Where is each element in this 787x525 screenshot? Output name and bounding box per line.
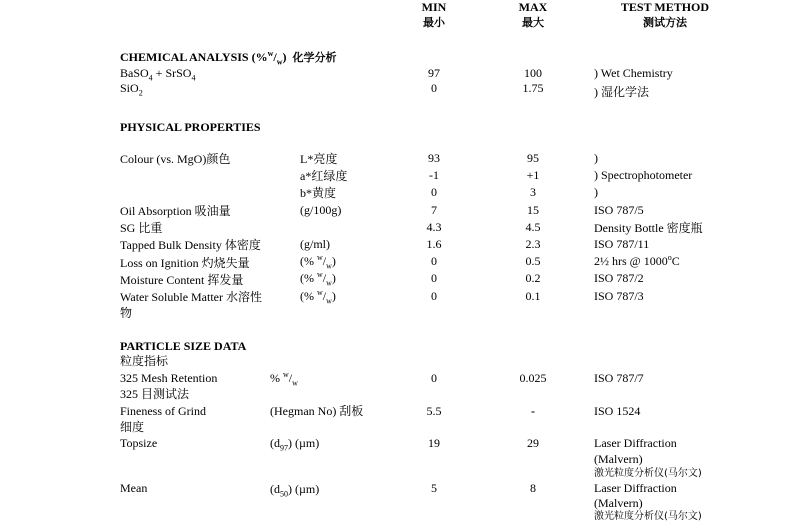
- baso4-test: ) Wet Chemistry: [594, 66, 673, 80]
- oil-absorption-min: 7: [431, 203, 437, 217]
- colour-l-min: 93: [428, 151, 440, 165]
- sio2-label: SiO$_2$: [120, 81, 143, 98]
- fineness-of-grind-unit: (Hegman No) 刮板: [270, 404, 364, 418]
- moisture-content-test: ISO 787/2: [594, 271, 644, 285]
- topsize-test-malvern: (Malvern): [594, 452, 643, 466]
- header-max-cn: 最大: [522, 16, 544, 29]
- loss-on-ignition-unit: (% $^w/_w$): [300, 253, 336, 271]
- tapped-bulk-density-test: ISO 787/11: [594, 237, 650, 251]
- header-test-method: TEST METHOD: [620, 0, 710, 14]
- topsize-max: 29: [527, 436, 539, 450]
- colour-b-min: 0: [431, 185, 437, 199]
- mean-min: 5: [431, 481, 437, 495]
- colour-b-max: 3: [530, 185, 536, 199]
- topsize-min: 19: [428, 436, 440, 450]
- oil-absorption-test: ISO 787/5: [594, 203, 644, 217]
- mean-test: Laser Diffraction: [594, 481, 677, 495]
- colour-l-test: ): [594, 151, 598, 165]
- physical-properties-title: PHYSICAL PROPERTIES: [120, 120, 261, 134]
- loss-on-ignition-label: Loss on Ignition 灼烧失量: [120, 256, 250, 270]
- sg-label: SG 比重: [120, 221, 163, 235]
- oil-absorption-max: 15: [527, 203, 539, 217]
- water-soluble-matter-min: 0: [431, 289, 437, 303]
- chemical-analysis-title: CHEMICAL ANALYSIS $(\%^w/_w)$ 化学分析: [120, 49, 337, 67]
- fineness-of-grind-test: ISO 1524: [594, 404, 641, 418]
- mean-unit: $(d_{50})$ (µm): [270, 482, 320, 499]
- header-max: MAX: [518, 0, 548, 14]
- colour-a-unit: a*红绿度: [300, 169, 348, 183]
- moisture-content-unit: (% $^w/_w$): [300, 270, 336, 288]
- baso4-min: 97: [428, 66, 440, 80]
- topsize-test-cn: 激光粒度分析仪(马尔文): [594, 468, 702, 479]
- sg-test: Density Bottle 密度瓶: [594, 221, 703, 235]
- fineness-of-grind-max: -: [531, 404, 535, 418]
- mean-test-cn: 激光粒度分析仪(马尔文): [594, 511, 702, 522]
- colour-label: Colour (vs. MgO)颜色: [120, 152, 231, 166]
- colour-a-max: +1: [526, 168, 540, 182]
- sg-max: 4.5: [525, 220, 541, 234]
- sio2-test: ) 湿化学法: [594, 85, 649, 99]
- fineness-of-grind-min: 5.5: [426, 404, 442, 418]
- mesh-retention-label: 325 Mesh Retention: [120, 371, 218, 385]
- oil-absorption-unit: (g/100g): [300, 203, 342, 217]
- sio2-min: 0: [431, 81, 437, 95]
- mesh-retention-label-cn: 325 目测试法: [120, 387, 190, 401]
- mesh-retention-test: ISO 787/7: [594, 371, 644, 385]
- moisture-content-max: 0.2: [525, 271, 541, 285]
- fineness-of-grind-label-cn: 细度: [120, 420, 145, 434]
- mesh-retention-max: 0.025: [519, 371, 547, 385]
- oil-absorption-label: Oil Absorption 吸油量: [120, 204, 231, 218]
- loss-on-ignition-max: 0.5: [525, 254, 541, 268]
- sio2-max: 1.75: [522, 81, 544, 95]
- moisture-content-label: Moisture Content 挥发量: [120, 273, 244, 287]
- mean-max: 8: [530, 481, 536, 495]
- moisture-content-min: 0: [431, 271, 437, 285]
- water-soluble-matter-max: 0.1: [525, 289, 541, 303]
- header-min-cn: 最小: [423, 16, 445, 29]
- colour-a-min: -1: [429, 168, 439, 182]
- tapped-bulk-density-min: 1.6: [426, 237, 442, 251]
- colour-l-max: 95: [527, 151, 539, 165]
- tapped-bulk-density-unit: (g/ml): [300, 237, 330, 251]
- header-min: MIN: [421, 0, 447, 14]
- water-soluble-matter-unit: (% $^w/_w$): [300, 288, 336, 306]
- mesh-retention-min: 0: [431, 371, 437, 385]
- water-soluble-matter-test: ISO 787/3: [594, 289, 644, 303]
- topsize-label: Topsize: [120, 436, 158, 450]
- colour-a-test: ) Spectrophotometer: [594, 168, 693, 182]
- particle-size-title-cn: 粒度指标: [120, 354, 169, 368]
- baso4-max: 100: [524, 66, 542, 80]
- water-soluble-matter-label: Water Soluble Matter 水溶性: [120, 290, 263, 304]
- baso4-label: BaSO$_4$ + SrSO$_4$: [120, 66, 196, 83]
- topsize-test: Laser Diffraction: [594, 436, 677, 450]
- topsize-unit: $(d_{97})$ (µm): [270, 436, 320, 453]
- mean-test-malvern: (Malvern): [594, 496, 643, 510]
- colour-l-unit: L*亮度: [300, 152, 338, 166]
- loss-on-ignition-test: 2½ hrs @ 1000$^o$C: [594, 253, 680, 268]
- colour-b-test: ): [594, 185, 598, 199]
- tapped-bulk-density-max: 2.3: [525, 237, 541, 251]
- water-soluble-matter-label-cont: 物: [120, 306, 133, 320]
- tapped-bulk-density-label: Tapped Bulk Density 体密度: [120, 238, 261, 252]
- header-test-method-cn: 测试方法: [643, 16, 687, 29]
- colour-b-unit: b*黄度: [300, 186, 337, 200]
- loss-on-ignition-min: 0: [431, 254, 437, 268]
- particle-size-title: PARTICLE SIZE DATA: [120, 339, 247, 353]
- mean-label: Mean: [120, 481, 148, 495]
- mesh-retention-unit: % $^w/_w$: [270, 370, 298, 388]
- sg-min: 4.3: [426, 220, 442, 234]
- fineness-of-grind-label: Fineness of Grind: [120, 404, 206, 418]
